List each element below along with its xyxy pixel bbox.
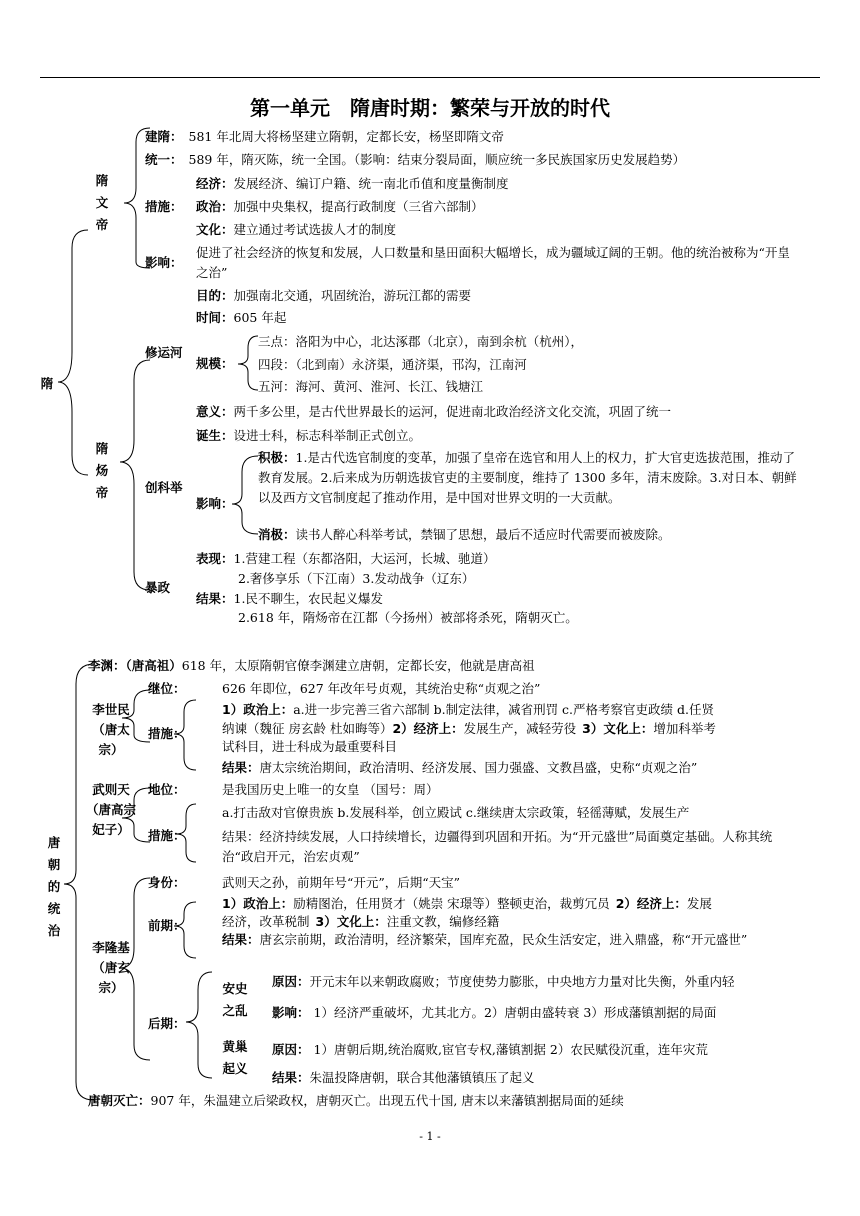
miewang-row: [88, 1091, 624, 1111]
tongyi-value: 589 年，隋灭陈，统一全国。（影响：结束分裂局面，顺应统一多民族国家历史发展趋势）: [188, 152, 686, 167]
wendi-econ-key: 经济：: [196, 176, 234, 191]
wuzetian-label: 武则天（唐高宗妃子）: [86, 782, 137, 837]
tongyi-key: 统一：: [145, 152, 183, 167]
anshi-yuanyin-value: 开元末年以来朝政腐败；节度使势力膨胀，中央地方力量对比失衡，外重内轻: [309, 974, 735, 989]
canal-mudi-value: 加强南北交通，巩固统治，游玩江都的需要: [233, 288, 472, 303]
canal-label: 修运河: [145, 345, 183, 360]
lishimin-jiwei-value: 626 年即位，627 年改年号贞观，其统治史称“贞观之治”: [222, 681, 541, 696]
lishimin-p1-key: 1）政治上：: [222, 702, 294, 717]
lishimin-jieguo-row: [222, 758, 697, 778]
lilongji-label: 李隆基（唐玄宗）: [92, 940, 130, 995]
lishimin-p1-row: [222, 700, 714, 720]
baozheng-biaoxian-row: [196, 549, 495, 569]
wendi-cuoshi-key: 措施：: [145, 199, 183, 214]
anshi-yuanyin-row: [272, 972, 735, 992]
wendi-pol-value: 加强中央集权，提高行政制度（三省六部制）: [233, 199, 484, 214]
canal-yiyi-value: 两千多公里，是古代世界最长的运河，促进南北政治经济文化交流，巩固了统一: [233, 404, 672, 419]
anshi-yingxiang-key: 影响：: [272, 1005, 310, 1020]
wuzetian-diwei-value: 是我国历史上唯一的女皇 （国号：周）: [222, 782, 439, 797]
liyuan-value: 618 年，太原隋朝官僚李渊建立唐朝，定都长安，他就是唐高祖: [181, 658, 535, 673]
sui-wendi-label: 隋文帝: [95, 173, 109, 232]
keju-jiji-value: 1.是古代选官制度的变革，加强了皇帝在选官和用人上的权力，扩大官吏选拔范围，推动了教育发展。2.后来成为历朝选拔官吏的主要制度，维持了 1300 多年，清末废除。3.对日本、朝鲜以及西方文官制度起了推动作用，是中国对世界文明的一大贡献。: [258, 450, 797, 505]
lilongji-q2-value2: 注重文教，编修经籍: [386, 914, 500, 929]
baozheng-biaoxian-2: 2.奢侈享乐（下江南）3.发动战争（辽东）: [238, 571, 475, 586]
lishimin-jieguo-value: 唐太宗统治期间，政治清明、经济发展、国力强盛、文教昌盛，史称“贞观之治”: [259, 760, 698, 775]
baozheng-biaoxian-key: 表现：: [196, 551, 234, 566]
wuzetian-cuoshi-value: a.打击敌对官僚贵族 b.发展科举，创立殿试 c.继续唐太宗政策，轻徭薄赋，发展生产: [222, 805, 690, 820]
lilongji-q3-row: [222, 930, 792, 950]
lilongji-q2-key2: 3）文化上：: [315, 914, 387, 929]
canal-siduan: 四段：（北到南）永济渠，通济渠，邗沟，江南河: [258, 357, 527, 372]
keju-jiji-row: [258, 448, 798, 508]
page-title: 第一单元 隋唐时期：繁荣与开放的时代: [250, 96, 610, 120]
wuzetian-jieguo-row: [222, 827, 792, 867]
lishimin-p2-key3: 3）文化上：: [582, 721, 654, 736]
keju-yingxiang-key: 影响：: [196, 496, 234, 511]
page-number: - 1 -: [419, 1130, 441, 1143]
wendi-cul-value: 建立通过考试选拔人才的制度: [233, 222, 397, 237]
lilongji-qianqi-key: 前期：: [148, 918, 186, 933]
wendi-yingxiang-key: 影响：: [145, 255, 183, 270]
keju-dansheng-value: 设进士科，标志科举制正式创立。: [233, 428, 422, 443]
lishimin-jiwei-key: 继位：: [148, 681, 186, 696]
sui-yangdi-label: 隋炀帝: [95, 441, 109, 500]
huangchao-label: 黄巢起义: [222, 1039, 248, 1076]
anshi-yingxiang-value: 1）经济严重破坏，尤其北方。2）唐朝由盛转衰 3）形成藩镇割据的局面: [313, 1005, 717, 1020]
wendi-cul-key: 文化：: [196, 222, 234, 237]
keju-label: 创科举: [145, 480, 183, 495]
lishimin-label: 李世民（唐太宗）: [92, 702, 130, 757]
wuzetian-jieguo-key: 结果：: [222, 829, 260, 844]
lishimin-p2-value3: 增加科举考: [653, 721, 716, 736]
lilongji-q1-value2: 发展: [686, 896, 712, 911]
lishimin-jieguo-key: 结果：: [222, 760, 260, 775]
canal-guimo-key: 规模：: [196, 356, 234, 371]
huangchao-jieguo-key: 结果：: [272, 1070, 310, 1085]
lishimin-p2-row: [222, 719, 716, 739]
wendi-econ-value: 发展经济、编订户籍、统一南北币值和度量衡制度: [233, 176, 509, 191]
lilongji-q2-value: 经济，改革税制: [222, 914, 310, 929]
lilongji-q3-value: 唐玄宗前期，政治清明，经济繁荣，国库充盈，民众生活安定，进入鼎盛，称“开元盛世”: [259, 932, 748, 947]
tang-label: 唐朝的统治: [47, 835, 61, 938]
huangchao-yuanyin-key: 原因：: [272, 1042, 310, 1057]
huangchao-jieguo-value: 朱温投降唐朝，联合其他藩镇镇压了起义: [309, 1070, 535, 1085]
liyuan-key: 李渊：: [88, 658, 126, 673]
tongyi-row: [145, 150, 685, 170]
keju-dansheng-key: 诞生：: [196, 428, 234, 443]
wuzetian-jieguo-value: 经济持续发展，人口持续增长，边疆得到巩固和开拓。为“开元盛世”局面奠定基础。人称其统治“政启开元，治宏贞观”: [222, 829, 773, 864]
baozheng-biaoxian-1: 1.营建工程（东都洛阳，大运河，长城、驰道）: [233, 551, 496, 566]
lilongji-q2-row: [222, 912, 499, 932]
lilongji-shenfen-key: 身份：: [148, 875, 186, 890]
canal-shijian-row: [196, 308, 286, 328]
canal-wuhe: 五河：海河、黄河、淮河、长江、钱塘江: [258, 379, 484, 394]
keju-xiaoji-key: 消极：: [258, 527, 296, 542]
lilongji-q1-row: [222, 894, 712, 914]
wuzetian-cuoshi-key: 措施：: [148, 828, 186, 843]
canal-mudi-row: [196, 286, 471, 306]
lilongji-shenfen-value: 武则天之孙，前期年号“开元”，后期“天宝”: [222, 875, 461, 890]
lishimin-p2-value: 纳谏（魏征 房玄龄 杜如晦等）: [222, 721, 393, 736]
jiansui-value: 581 年北周大将杨坚建立隋朝，定都长安，杨坚即隋文帝: [188, 129, 504, 144]
liyuan-row: [88, 656, 535, 676]
baozheng-label: 暴政: [145, 580, 171, 595]
huangchao-jieguo-row: [272, 1068, 535, 1088]
canal-yiyi-row: [196, 402, 671, 422]
keju-jiji-key: 积极：: [258, 450, 296, 465]
keju-dansheng-row: [196, 426, 421, 446]
lilongji-q1-value: 励精图治，任用贤才（姚崇 宋璟等）整顿吏治，裁剪冗员: [293, 896, 610, 911]
lilongji-q1-key: 1）政治上：: [222, 896, 294, 911]
wendi-yingxiang-value: 促进了社会经济的恢复和发展，人口数量和垦田面积大幅增长，成为疆域辽阔的王朝。他的统治被称为“开皇之治”: [196, 245, 790, 280]
canal-shijian-value: 605 年起: [233, 310, 287, 325]
miewang-key: 唐朝灭亡：: [88, 1093, 151, 1108]
lishimin-cuoshi-key: 措施：: [148, 726, 186, 741]
jiansui-row: [145, 127, 504, 147]
canal-shijian-key: 时间：: [196, 310, 234, 325]
baozheng-jieguo-key: 结果：: [196, 591, 234, 606]
huangchao-yuanyin-row: [272, 1040, 708, 1060]
baozheng-jieguo-row: [196, 589, 383, 609]
baozheng-jieguo-1: 1.民不聊生，农民起义爆发: [233, 591, 383, 606]
wendi-pol-key: 政治：: [196, 199, 234, 214]
wendi-pol-row: [196, 197, 484, 217]
anshi-yingxiang-row: [272, 1003, 716, 1023]
canal-yiyi-key: 意义：: [196, 404, 234, 419]
lishimin-p2-value2: 发展生产，减轻劳役: [463, 721, 577, 736]
jiansui-key: 建隋：: [145, 129, 183, 144]
huangchao-yuanyin-value: 1）唐朝后期,统治腐败,宦官专权,藩镇割据 2）农民赋役沉重，连年灾荒: [313, 1042, 708, 1057]
miewang-value: 907 年，朱温建立后梁政权，唐朝灭亡。出现五代十国, 唐末以来藩镇割据局面的延续: [150, 1093, 624, 1108]
wuzetian-diwei-key: 地位：: [148, 782, 186, 797]
sui-label: 隋: [40, 376, 54, 391]
keju-xiaoji-value: 读书人醉心科举考试，禁锢了思想，最后不适应时代需要而被废除。: [295, 527, 671, 542]
wendi-cul-row: [196, 220, 396, 240]
lishimin-p2-key2: 2）经济上：: [392, 721, 464, 736]
canal-mudi-key: 目的：: [196, 288, 234, 303]
liyuan-title: （唐高祖）: [125, 658, 182, 673]
baozheng-jieguo-2: 2.618 年，隋炀帝在江都（今扬州）被部将杀死，隋朝灭亡。: [238, 610, 578, 625]
keju-xiaoji-row: [258, 525, 671, 545]
lilongji-q1-key2: 2）经济上：: [615, 896, 687, 911]
lishimin-p3: 试科目，进士科成为最重要科目: [222, 739, 398, 754]
anshi-yuanyin-key: 原因：: [272, 974, 310, 989]
canal-sandian: 三点：洛阳为中心，北达涿郡（北京），南到余杭（杭州），: [258, 334, 584, 349]
anshi-label: 安史之乱: [222, 981, 248, 1018]
lilongji-q3-key: 结果：: [222, 932, 260, 947]
lishimin-p1-value: a.进一步完善三省六部制 b.制定法律，减省刑罚 c.严格考察官吏政绩 d.任贤: [293, 702, 714, 717]
wendi-econ-row: [196, 174, 509, 194]
lilongji-houqi-key: 后期：: [148, 1016, 186, 1031]
